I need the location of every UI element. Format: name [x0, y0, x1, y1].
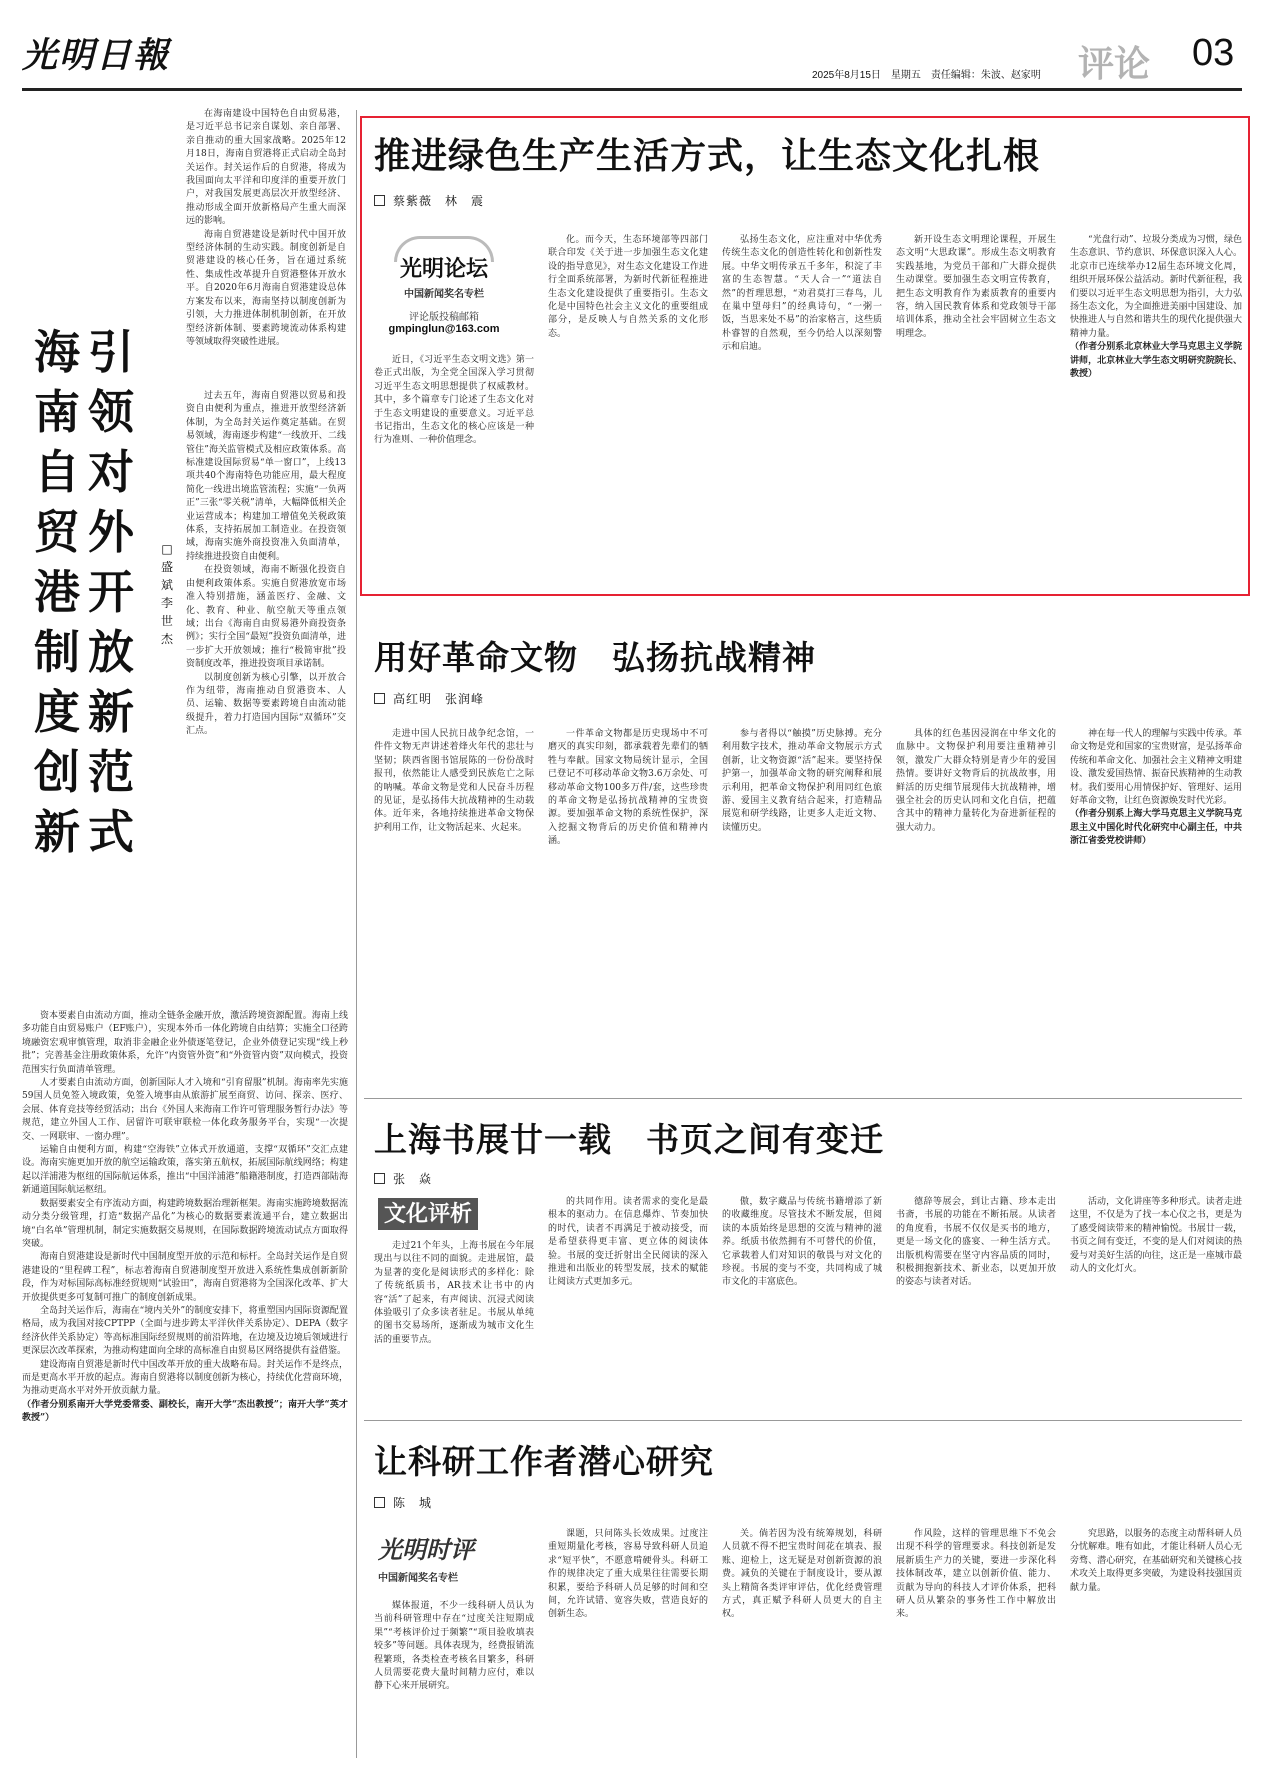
research-col-4 — [896, 1528, 1056, 1754]
green-article-author-note: （作者分别系北京林业大学马克思主义学院讲师，北京林业大学生态文明研究院院长、教授） — [1070, 342, 1242, 380]
research-article-title[interactable]: 让科研工作者潜心研究 — [374, 1442, 714, 1481]
green-col-1 — [374, 354, 534, 586]
research-col-2 — [548, 1528, 708, 1754]
relics-col-1 — [374, 728, 534, 1088]
relics-col-3 — [722, 728, 882, 1088]
relics-paragraph: 一件革命文物都是历史现场中不可磨灭的真实印刻，都承载着先辈们的牺牲与奉献。国家文物局统计显示，全国已登记不可移动革命文物3.6万余处、可移动革命文物100多万件/套，这些珍贵的革命文物是弘扬抗战精神的宝贵资源。要加强革命文物的系统性保护，深入挖掘文物背后的历史价值和精神内涵。 — [548, 729, 708, 847]
guangming-forum-badge — [378, 236, 510, 335]
left-paragraph: 人才要素自由流动方面，创新国际人才入境和“引育留服”机制。海南率先实施59国人员免签入境政策，免签入境事由从旅游扩展至商贸、访问、探亲、医疗、会展、体育竞技等经贸活动；出台《外国人来海南工作许可管理服务暂行办法》等规范，建立外国人工作、居留许可联审联检一体化政务服务平台，实现“一次提交、一网联审、一窗办理”。 — [22, 1078, 348, 1142]
left-paragraph: 海南自贸港建设是新时代中国制度型开放的示范和标杆。全岛封关运作是自贸港建设的“里程碑工程”，标志着海南自贸港制度型开放进入系统性集成创新新阶段，作为对标国际高标准经贸规则“试验田”，海南自贸港将为全国深化改革、扩大开放提供更多可复制可推广的制度创新成果。 — [22, 1252, 348, 1303]
article-divider — [364, 1098, 1242, 1099]
relics-article-title[interactable]: 用好革命文物 弘扬抗战精神 — [374, 638, 816, 677]
culture-analysis-badge — [378, 1198, 528, 1230]
relics-paragraph: 走进中国人民抗日战争纪念馆，一件件文物无声讲述着烽火年代的悲壮与坚韧；陕西省图书馆展陈的一份份战时报刊，依然能让人感受到民族危亡之际的呐喊。革命文物是党和人民奋斗历程的见证，是弘扬伟大抗战精神的生动载体。近年来，各地持续推进革命文物保护利用工作，让文物活起来、火起来。 — [374, 729, 534, 833]
column-divider — [356, 110, 357, 1758]
relics-article-authors: 高红明 张润峰 — [374, 690, 484, 707]
relics-paragraph: 神在每一代人的理解与实践中传承。革命文物是党和国家的宝贵财富，是弘扬革命传统和革命文化、加强社会主义精神文明建设、激发爱国热情、振奋民族精神的生动教材。我们要用心用情保护好、管理好、运用好革命文物，让红色资源焕发时代光彩。 — [1070, 729, 1242, 807]
research-col-1 — [374, 1600, 534, 1754]
green-article-authors: 蔡紫薇 林 震 — [374, 192, 484, 209]
research-article-authors: 陈 城 — [374, 1494, 432, 1511]
masthead-logo: 光明日報 — [22, 35, 171, 76]
relics-col-5 — [1070, 728, 1242, 1088]
left-paragraph: 海南自贸港建设是新时代中国开放型经济体制的生动实践。制度创新是自贸港建设的核心任务，旨在通过系统性、集成性改革提升自贸港整体开放水平。自2020年6月海南自贸港建设总体方案发布以来，海南坚持以制度创新为引领，大力推进体制机制创新，在开放型经济新体制、要素跨境流动体系构建等领域取得突破性进展。 — [186, 229, 346, 347]
bookfair-article-title[interactable]: 上海书展廿一载 书页之间有变迁 — [374, 1120, 884, 1159]
research-paragraph: 关。倘若因为没有统筹规划，科研人员就不得不把宝贵时间花在填表、报账、迎检上，这无疑是对创新资源的浪费。减负的关键在于制度设计，要从源头上精简各类评审评估，优化经费管理方式，真正赋予科研人员更大的自主权。 — [722, 1529, 882, 1620]
relics-paragraph: 参与者得以“触摸”历史脉搏。充分利用数字技术，推动革命文物展示方式创新，让文物资源“活”起来。要坚持保护第一，加强革命文物的研究阐释和展示利用，把革命文物保护利用同红色旅游、爱国主义教育结合起来，打造精品展览和研学线路，让更多人走近文物、读懂历史。 — [722, 729, 882, 833]
badge-contact-label: 评论版投稿邮箱 — [409, 312, 479, 323]
left-paragraph: 资本要素自由流动方面，推动全链条金融开放，激活跨境资源配置。海南上线多功能自由贸易账户（EF账户），实现本外币一体化跨境自由结算；实施全口径跨境融资宏观审慎管理，取消非金融企业外债逐笔登记，企业外债登记实现“线上秒批”；完善基金注册政策体系，允许“内资管外资”和“外资管内资”双向模式，投资范围实行负面清单管理。 — [22, 1011, 348, 1075]
bookfair-paragraph: 的共同作用。读者需求的变化是最根本的驱动力。在信息爆炸、节奏加快的时代，读者不再满足于被动接受，而是希望获得更丰富、更立体的阅读体验。书展的变迁折射出全民阅读的深入推进和出版业的转型发展，技术的赋能让阅读方式更加多元。 — [548, 1197, 708, 1288]
relics-paragraph: 具体的红色基因浸润在中华文化的血脉中。文物保护利用要注重精神引领，激发广大群众特别是青少年的爱国热情。要讲好文物背后的抗战故事，用鲜活的历史细节展现伟大抗战精神，增强全社会的历史认同和文化自信，把蕴含其中的精神力量转化为奋进新征程的强大动力。 — [896, 729, 1056, 833]
left-paragraph: 过去五年，海南自贸港以贸易和投资自由便利为重点，推进开放型经济新体制，为全岛封关运作奠定基础。在贸易领域，海南逐步构建“一线放开、二线管住”海关监管模式及相应政策体系。高标准建设国际贸易“单一窗口”，上线13项共40个海南特色功能应用，最大程度简化一线进出境监管流程；实施“一负两正”三张“零关税”清单，大幅降低相关企业运营成本；构建加工增值免关税政策体系，支持拓展加工制造业。在投资领域，海南实施外商投资准入负面清单，持续推进投资自由便利。 — [186, 391, 346, 562]
page-number: 03 — [1192, 32, 1235, 74]
left-paragraph: 建设海南自贸港是新时代中国改革开放的重大战略布局。封关运作不是终点，而是更高水平开放的起点。海南自贸港将以制度创新为核心，持续优化营商环境，为推动更高水平对外开放贡献力量。 — [22, 1359, 348, 1397]
bookfair-paragraph: 走过21个年头，上海书展在今年展现出与以往不同的面貌。走进展馆，最为显著的变化是阅读形式的多样化：除了传统纸质书，AR技术让书中的内容“活”了起来，有声阅读、沉浸式阅读体验吸引了众多读者驻足。书展从单纯的图书交易场所，逐渐成为城市文化生活的重要节点。 — [374, 1241, 534, 1345]
green-col-5 — [1070, 234, 1242, 586]
bookfair-paragraph: 活动，文化讲座等多种形式。读者走进这里，不仅是为了找一本心仪之书，更是为了感受阅读带来的精神愉悦。书展廿一载，书页之间有变迁，不变的是人们对阅读的热爱与对美好生活的向往，这正是一座城市最动人的文化灯火。 — [1070, 1197, 1242, 1275]
bookfair-paragraph: 德辞等展会，到让古籍、珍本走出书斋，书展的功能在不断拓展。从读者的角度看，书展不仅仅是买书的地方，更是一场文化的盛宴、一种生活方式。出版机构需要在坚守内容品质的同时，积极拥抱新技术、新业态，以更加开放的姿态与读者对话。 — [896, 1197, 1056, 1288]
left-article-authors: □盛 斌 李世杰 — [160, 542, 186, 646]
green-paragraph: 弘扬生态文化，应注重对中华优秀传统生态文化的创造性转化和创新性发展。中华文明传承五千多年，积淀了丰富的生态智慧。“天人合一”“道法自然”的哲理思想，“劝君莫打三春鸟，儿在巢中望母归”的经典诗句，“一粥一饭，当思来处不易”的治家格言，这些质朴睿智的自然观，至今仍给人以深刻警示和启迪。 — [722, 235, 882, 353]
left-article-title-b: 海南自贸港制度创新 — [34, 325, 80, 859]
research-col-5 — [1070, 1528, 1242, 1754]
green-col-2 — [548, 234, 708, 586]
masthead-rule — [22, 88, 1242, 91]
left-article-col-b — [186, 390, 346, 1002]
badge-title: 光明论坛 — [399, 256, 488, 281]
left-paragraph: 运输自由便利方面，构建“空海铁”立体式开放通道，支撑“双循环”交汇点建设。海南实施更加开放的航空运输政策，落实第五航权，拓展国际航线网络；构建起以洋浦港为枢纽的国际航运体系，推出“中国洋浦港”船籍港制度，打造西部陆海新通道国际航运枢纽。 — [22, 1145, 348, 1196]
bookfair-paragraph: 傲，数字藏品与传统书籍增添了新的收藏维度。尽管技术不断发展，但阅读的本质始终是思想的交流与精神的滋养。纸质书依然拥有不可替代的价值，它承载着人们对知识的敬畏与对文化的珍视。书展的变与不变，共同构成了城市文化的丰富底色。 — [722, 1197, 882, 1288]
green-paragraph: “光盘行动”、垃圾分类成为习惯，绿色生态意识、节约意识、环保意识深入人心。北京市已连续举办12届生态环境文化周，组织开展环保公益活动。新时代新征程，我们要以习近平生态文明思想为指引，大力弘扬生态文化，为全面推进美丽中国建设、加快推进人与自然和谐共生的现代化提供强大精神力量。 — [1070, 235, 1242, 339]
green-paragraph: 近日，《习近平生态文明文选》第一卷正式出版，为全党全国深入学习贯彻习近平生态文明思想提供了权威教材。其中，多个篇章专门论述了生态文化对于生态文明建设的重要意义。习近平总书记指出，生态文化的核心应该是一种行为准则、一种价值理念。 — [374, 355, 534, 446]
guangming-commentary-badge — [378, 1530, 518, 1584]
badge-subtitle: 中国新闻奖名专栏 — [378, 1573, 458, 1584]
research-col-3 — [722, 1528, 882, 1754]
badge-subtitle: 中国新闻奖名专栏 — [404, 289, 484, 300]
badge-title: 光明时评 — [378, 1537, 474, 1564]
left-paragraph: 在海南建设中国特色自由贸易港，是习近平总书记亲自谋划、亲自部署、亲自推动的重大国家战略。2025年12月18日，海南自贸港将正式启动全岛封关运作。封关运作后的自贸港，将成为我国面向太平洋和印度洋的重要开放门户，对我国发展更高层次开放型经济、推动形成全面开放新格局产生重大而深远的影响。 — [186, 109, 346, 227]
left-article-col-a — [186, 108, 346, 382]
green-paragraph: 新开设生态文明理论课程，开展生态文明“大思政课”。形成生态文明教育实践基地，为党员干部和广大群众提供生动课堂。要加强生态文明宣传教育，把生态文明教育作为素质教育的重要内容，纳入国民教育体系和党政领导干部培训体系，推动全社会牢固树立生态文明理念。 — [896, 235, 1056, 339]
left-article-col-c — [22, 1010, 348, 1754]
left-paragraph: 在投资领域，海南不断强化投资自由便利政策体系。实施自贸港放宽市场准入特别措施，涵盖医疗、金融、文化、教育、种业、航空航天等重点领域；出台《海南自由贸易港外商投资条例》；实行全国“最短”投资负面清单，进一步扩大开放领域；推行“极简审批”投资制度改革，推进投资项目承诺制。 — [186, 565, 346, 670]
green-col-3 — [722, 234, 882, 586]
research-paragraph: 作风险，这样的管理思维下不免会出现不科学的管理要求。科技创新是发展新质生产力的关键，要进一步深化科技体制改革，建立以创新价值、能力、贡献为导向的科技人才评价体系，把科研人员从繁杂的事务性工作中解放出来。 — [896, 1529, 1056, 1620]
section-name: 评论 — [1078, 43, 1151, 85]
bookfair-article-authors: 张 焱 — [374, 1170, 432, 1187]
badge-title: 文化评析 — [378, 1198, 478, 1230]
date-line: 2025年8月15日 星期五 责任编辑：朱波、赵家明 — [812, 70, 1041, 81]
relics-col-4 — [896, 728, 1056, 1088]
left-paragraph: 数据要素安全有序流动方面，构建跨境数据治理新框架。海南实施跨境数据流动分类分级管理，打造“数据产品化”为核心的数据要素流通平台，建立数据出境“白名单”管理机制，制定实施数据交易规则，在国际数据跨境流动试点方面取得突破。 — [22, 1198, 348, 1249]
relics-col-2 — [548, 728, 708, 1088]
left-paragraph: 以制度创新为核心引擎，以开放合作为纽带，海南推动自贸港资本、人员、运输、数据等要素跨境自由流动能级提升，着力打造国内国际“双循环”交汇点。 — [186, 672, 346, 737]
left-article-author-note: （作者分别系南开大学党委常委、副校长，南开大学“杰出教授”；南开大学“英才教授”） — [22, 1399, 348, 1424]
relics-article-author-note: （作者分别系上海大学马克思主义学院马克思主义中国化时代化研究中心副主任，中共浙江省委党校讲师） — [1070, 809, 1242, 847]
green-col-4 — [896, 234, 1056, 586]
research-paragraph: 究思路，以服务的态度主动帮科研人员分忧解难。唯有如此，才能让科研人员心无旁骛、潜心研究，在基础研究和关键核心技术攻关上取得更多突破，为建设科技强国贡献力量。 — [1070, 1529, 1242, 1593]
green-paragraph: 化。而今天，生态环境部等四部门联合印发《关于进一步加强生态文化建设的指导意见》，对生态文化建设工作进行全面系统部署，为新时代新征程推进生态文化建设提供了重要指引。生态文化是中国特色社会主义文化的重要组成部分，是反映人与自然关系的文化形态。 — [548, 235, 708, 339]
research-paragraph: 媒体报道，不少一线科研人员认为当前科研管理中存在“过度关注短期成果”“考核评价过于频繁”“项目验收填表较多”等问题。具体表现为，经费报销流程繁琐，各类检查考核名目繁多，科研人员需要花费大量时间精力应付，难以静下心来开展研究。 — [374, 1601, 534, 1692]
left-paragraph: 全岛封关运作后，海南在“境内关外”的制度安排下，将重塑国内国际资源配置格局，成为我国对接CPTPP（全面与进步跨太平洋伙伴关系协定）、DEPA（数字经济伙伴关系协定）等高标准国际经贸规则的前沿阵地，在边境及边境后领域进行更深层次改革探索，为推动构建面向全球的高标准自由贸易区网络提供有益借鉴。 — [22, 1305, 348, 1357]
badge-email[interactable]: gmpinglun@163.com — [388, 323, 500, 335]
article-divider — [364, 1420, 1242, 1421]
research-paragraph: 课题，只问陈头长效成果。过度注重短期量化考核，容易导致科研人员追求“短平快”，不愿意啃硬骨头。科研工作的规律决定了重大成果往往需要长期积累，要给予科研人员足够的时间和空间，允许试错、宽容失败，营造良好的创新生态。 — [548, 1529, 708, 1620]
green-article-title[interactable]: 推进绿色生产生活方式，让生态文化扎根 — [374, 135, 1041, 177]
left-article-title-a: 引领对外开放新范式 — [88, 325, 134, 859]
